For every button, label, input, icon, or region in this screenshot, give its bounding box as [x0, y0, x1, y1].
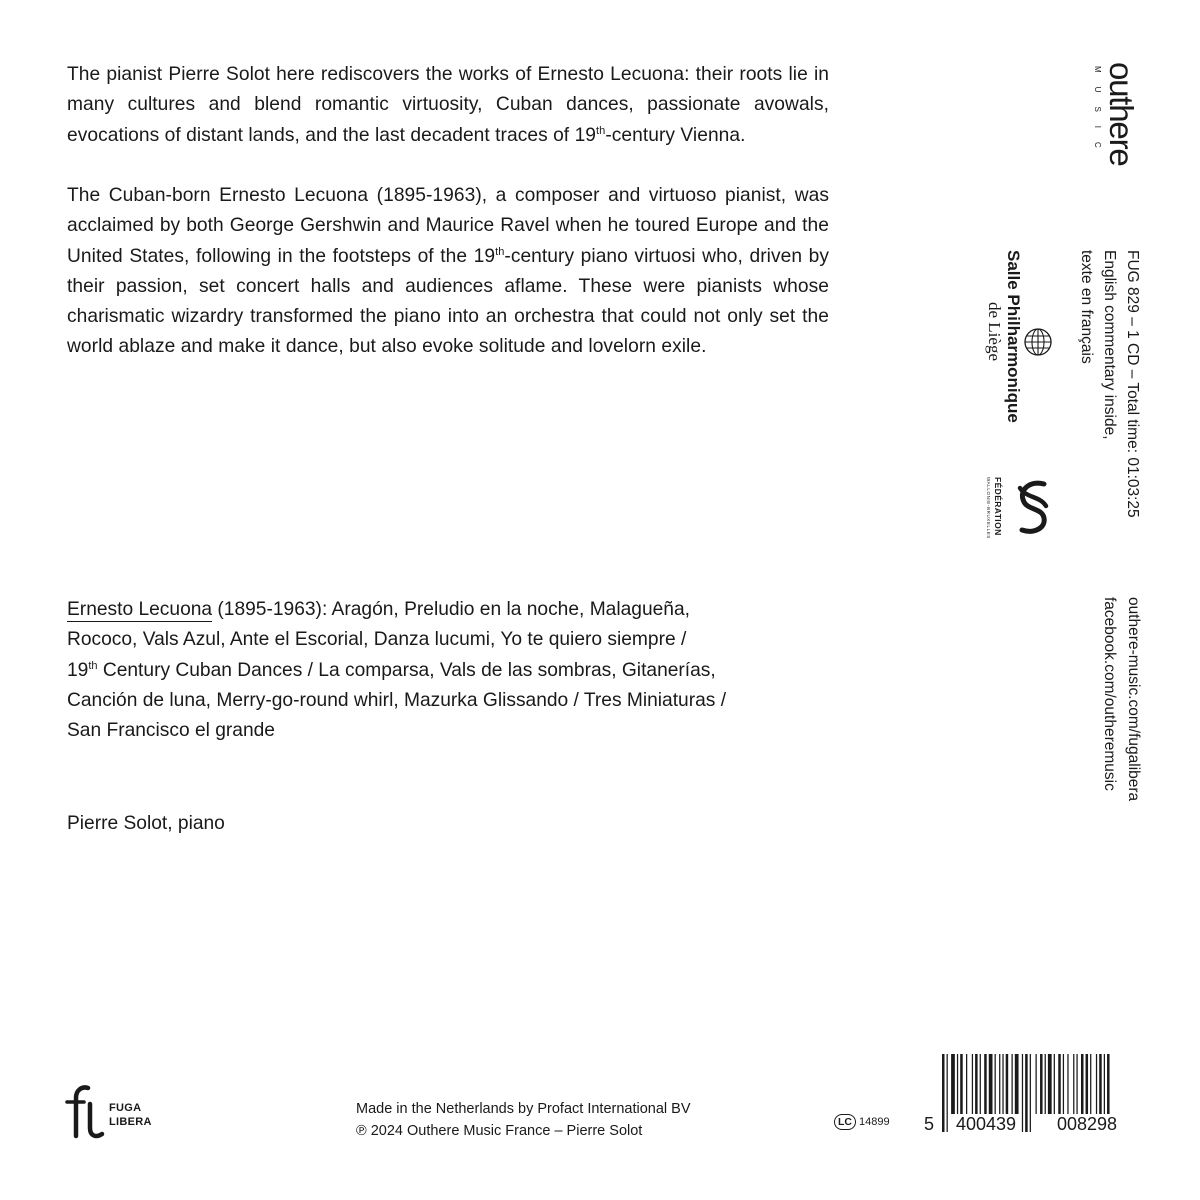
federation-wallonie-bruxelles-icon: [1012, 478, 1054, 536]
barcode-bar: [942, 1054, 945, 1132]
barcode-bar: [1022, 1054, 1023, 1132]
lc-number: 14899: [859, 1116, 890, 1128]
barcode-bar: [947, 1054, 948, 1132]
barcode-bar: [1048, 1054, 1052, 1114]
federation-sub: WALLONIE-BRUXELLES: [986, 477, 991, 539]
libera-word: LIBERA: [109, 1116, 152, 1128]
barcode-left-digits: 400439: [956, 1114, 1017, 1134]
barcode-bar: [1076, 1054, 1077, 1114]
facebook-link[interactable]: facebook.com/outheremusic: [1101, 597, 1118, 791]
catalog-info: [1075, 250, 1144, 518]
barcode-bar: [1054, 1054, 1055, 1114]
superscript: th: [495, 245, 505, 258]
tracklist-line-4: Canción de luna, Merry-go-round whirl, Mazurka Glissando / Tres Miniaturas /: [67, 689, 727, 711]
barcode-bar: [1073, 1054, 1074, 1114]
fuga-libera-wordmark: [109, 1101, 152, 1129]
outhere-logo-sub: MUSIC: [1093, 66, 1102, 162]
barcode-bar: [1002, 1054, 1003, 1114]
tracklist-line-1: (1895-1963): Aragón, Preludio en la noche, Malagueña,: [212, 599, 690, 620]
barcode-bar: [1036, 1054, 1037, 1114]
superscript: th: [596, 124, 606, 137]
barcode-bar: [984, 1054, 987, 1114]
catalog-line-2: English commentary inside,: [1101, 250, 1118, 440]
intro-paragraph-2: [67, 181, 829, 363]
intro-paragraph-1-end: -century Vienna.: [605, 124, 746, 146]
intro-paragraph-2-end: -century piano virtuosi who, driven by their passion, set concert halls and audiences aflame. These were pianists whose charismatic wizardry transformed the piano into an orchestra that could not only set the world ablaze and make it dance, but also evoke solitude and lovelorn exile.: [67, 245, 829, 358]
barcode-bar: [1015, 1054, 1019, 1114]
barcode-bar: [1012, 1054, 1013, 1114]
tracklist-line-3-num: 19: [67, 659, 89, 681]
intro-paragraph-1-text: The pianist Pierre Solot here rediscovers the works of Ernesto Lecuona: their roots lie in many cultures and blend romantic virtuosity, Cuban dances, passionate avowals, evocations of distant lands, and the last decadent traces of 19: [67, 64, 829, 146]
copyright-line: ℗ 2024 Outhere Music France – Pierre Solot: [356, 1123, 643, 1139]
tracklist: [67, 595, 847, 746]
barcode-bar: [1081, 1054, 1084, 1114]
outhere-logo-word: outhere: [1103, 62, 1140, 166]
barcode-bar: [957, 1054, 958, 1114]
barcode-bar: [980, 1054, 981, 1114]
barcode-bar: [960, 1054, 963, 1114]
barcode-bar: [951, 1054, 955, 1114]
barcode-bar: [966, 1054, 967, 1114]
lc-badge: LC: [834, 1114, 856, 1130]
web-links: [1097, 597, 1145, 801]
salle-sub-line: de Liège: [985, 302, 1004, 361]
federation-name: FÉDÉRATION: [993, 477, 1003, 536]
intro-paragraph-2-text: The Cuban-born Ernesto Lecuona (1895-1963), a composer and virtuoso pianist, was acclaimed by both George Gershwin and Maurice Ravel when he toured Europe and the United States, following in the footsteps of the 19: [67, 185, 829, 267]
composer-name: Ernesto Lecuona: [67, 599, 213, 620]
catalog-line-3: texte en français: [1078, 250, 1095, 364]
barcode-bar: [989, 1054, 993, 1114]
barcode-bar: [1006, 1054, 1009, 1114]
barcode-right-digits: 008298: [1057, 1114, 1118, 1134]
website-link[interactable]: outhere-music.com/fugalibera: [1125, 597, 1142, 802]
barcode-bar: [1025, 1054, 1028, 1132]
tracklist-line-5: San Francisco el grande: [67, 720, 275, 742]
salle-philharmonique-sub: [984, 302, 1004, 361]
barcode-bar: [1096, 1054, 1097, 1114]
barcode-bar: [1090, 1054, 1091, 1114]
globe-emblem-icon: [1023, 327, 1053, 357]
barcode-bar: [1063, 1054, 1064, 1114]
barcode-bar: [1086, 1054, 1089, 1114]
barcode-bar: [975, 1054, 978, 1114]
tracklist-line-3: Century Cuban Dances / La comparsa, Vals de las sombras, Gitanerías,: [97, 659, 716, 681]
tracklist-line-2: Rococo, Vals Azul, Ante el Escorial, Danza lucumi, Yo te quiero siempre /: [67, 629, 687, 651]
barcode-bar: [1058, 1054, 1061, 1114]
barcode-bar: [1040, 1054, 1043, 1114]
barcode-bar: [995, 1054, 996, 1114]
catalog-line-1: FUG 829 – 1 CD – Total time: 01:03:25: [1124, 250, 1141, 518]
manufacturing-info: [356, 1098, 691, 1142]
barcode-bar: [1045, 1054, 1046, 1114]
intro-paragraph-1: [67, 60, 829, 151]
barcode-bar: [1067, 1054, 1068, 1114]
barcode-bar: [972, 1054, 973, 1114]
performer-credit: Pierre Solot, piano: [67, 813, 225, 834]
label-code: [834, 1114, 890, 1130]
barcode-first-digit: 5: [924, 1114, 935, 1134]
fuga-word: FUGA: [109, 1102, 142, 1114]
barcode-bar: [1099, 1054, 1102, 1114]
barcode-bar: [1030, 1054, 1031, 1132]
fuga-libera-logo-icon: [64, 1084, 106, 1140]
made-in-line: Made in the Netherlands by Profact International BV: [356, 1101, 691, 1117]
superscript: th: [88, 659, 98, 672]
barcode-bar: [999, 1054, 1000, 1114]
salle-philharmonique-name: Salle Philharmonique: [1004, 250, 1023, 423]
